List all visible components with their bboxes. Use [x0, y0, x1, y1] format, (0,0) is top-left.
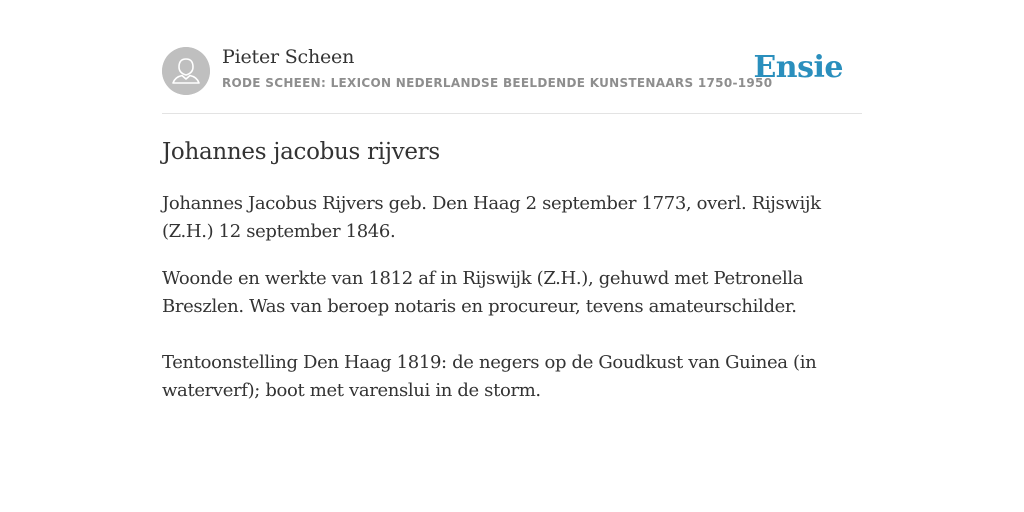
- page: [162, 0, 862, 401]
- user-icon: [162, 47, 210, 95]
- author-name[interactable]: Pieter Scheen: [222, 46, 355, 68]
- author-header: [162, 0, 862, 114]
- source-title[interactable]: RODE SCHEEN: LEXICON NEDERLANDSE BEELDENDE KUNSTENAARS 1750-1950: [222, 76, 773, 90]
- ensie-logo[interactable]: Ensie: [753, 50, 843, 85]
- article-paragraph: Tentoonstelling Den Haag 1819: de negers op de Goudkust van Guinea (in waterverf); boot met varenslui in de storm.: [162, 352, 817, 401]
- article-paragraph: Woonde en werkte van 1812 af in Rijswijk (Z.H.), gehuwd met Petronella Breszlen. Was van beroep notaris en procureur, tevens amateurschilder.: [162, 268, 804, 317]
- article-paragraph: Johannes Jacobus Rijvers geb. Den Haag 2 september 1773, overl. Rijswijk (Z.H.) 12 september 1846.: [162, 193, 821, 242]
- article-title: Johannes jacobus rijvers: [162, 139, 440, 165]
- avatar[interactable]: [162, 47, 210, 95]
